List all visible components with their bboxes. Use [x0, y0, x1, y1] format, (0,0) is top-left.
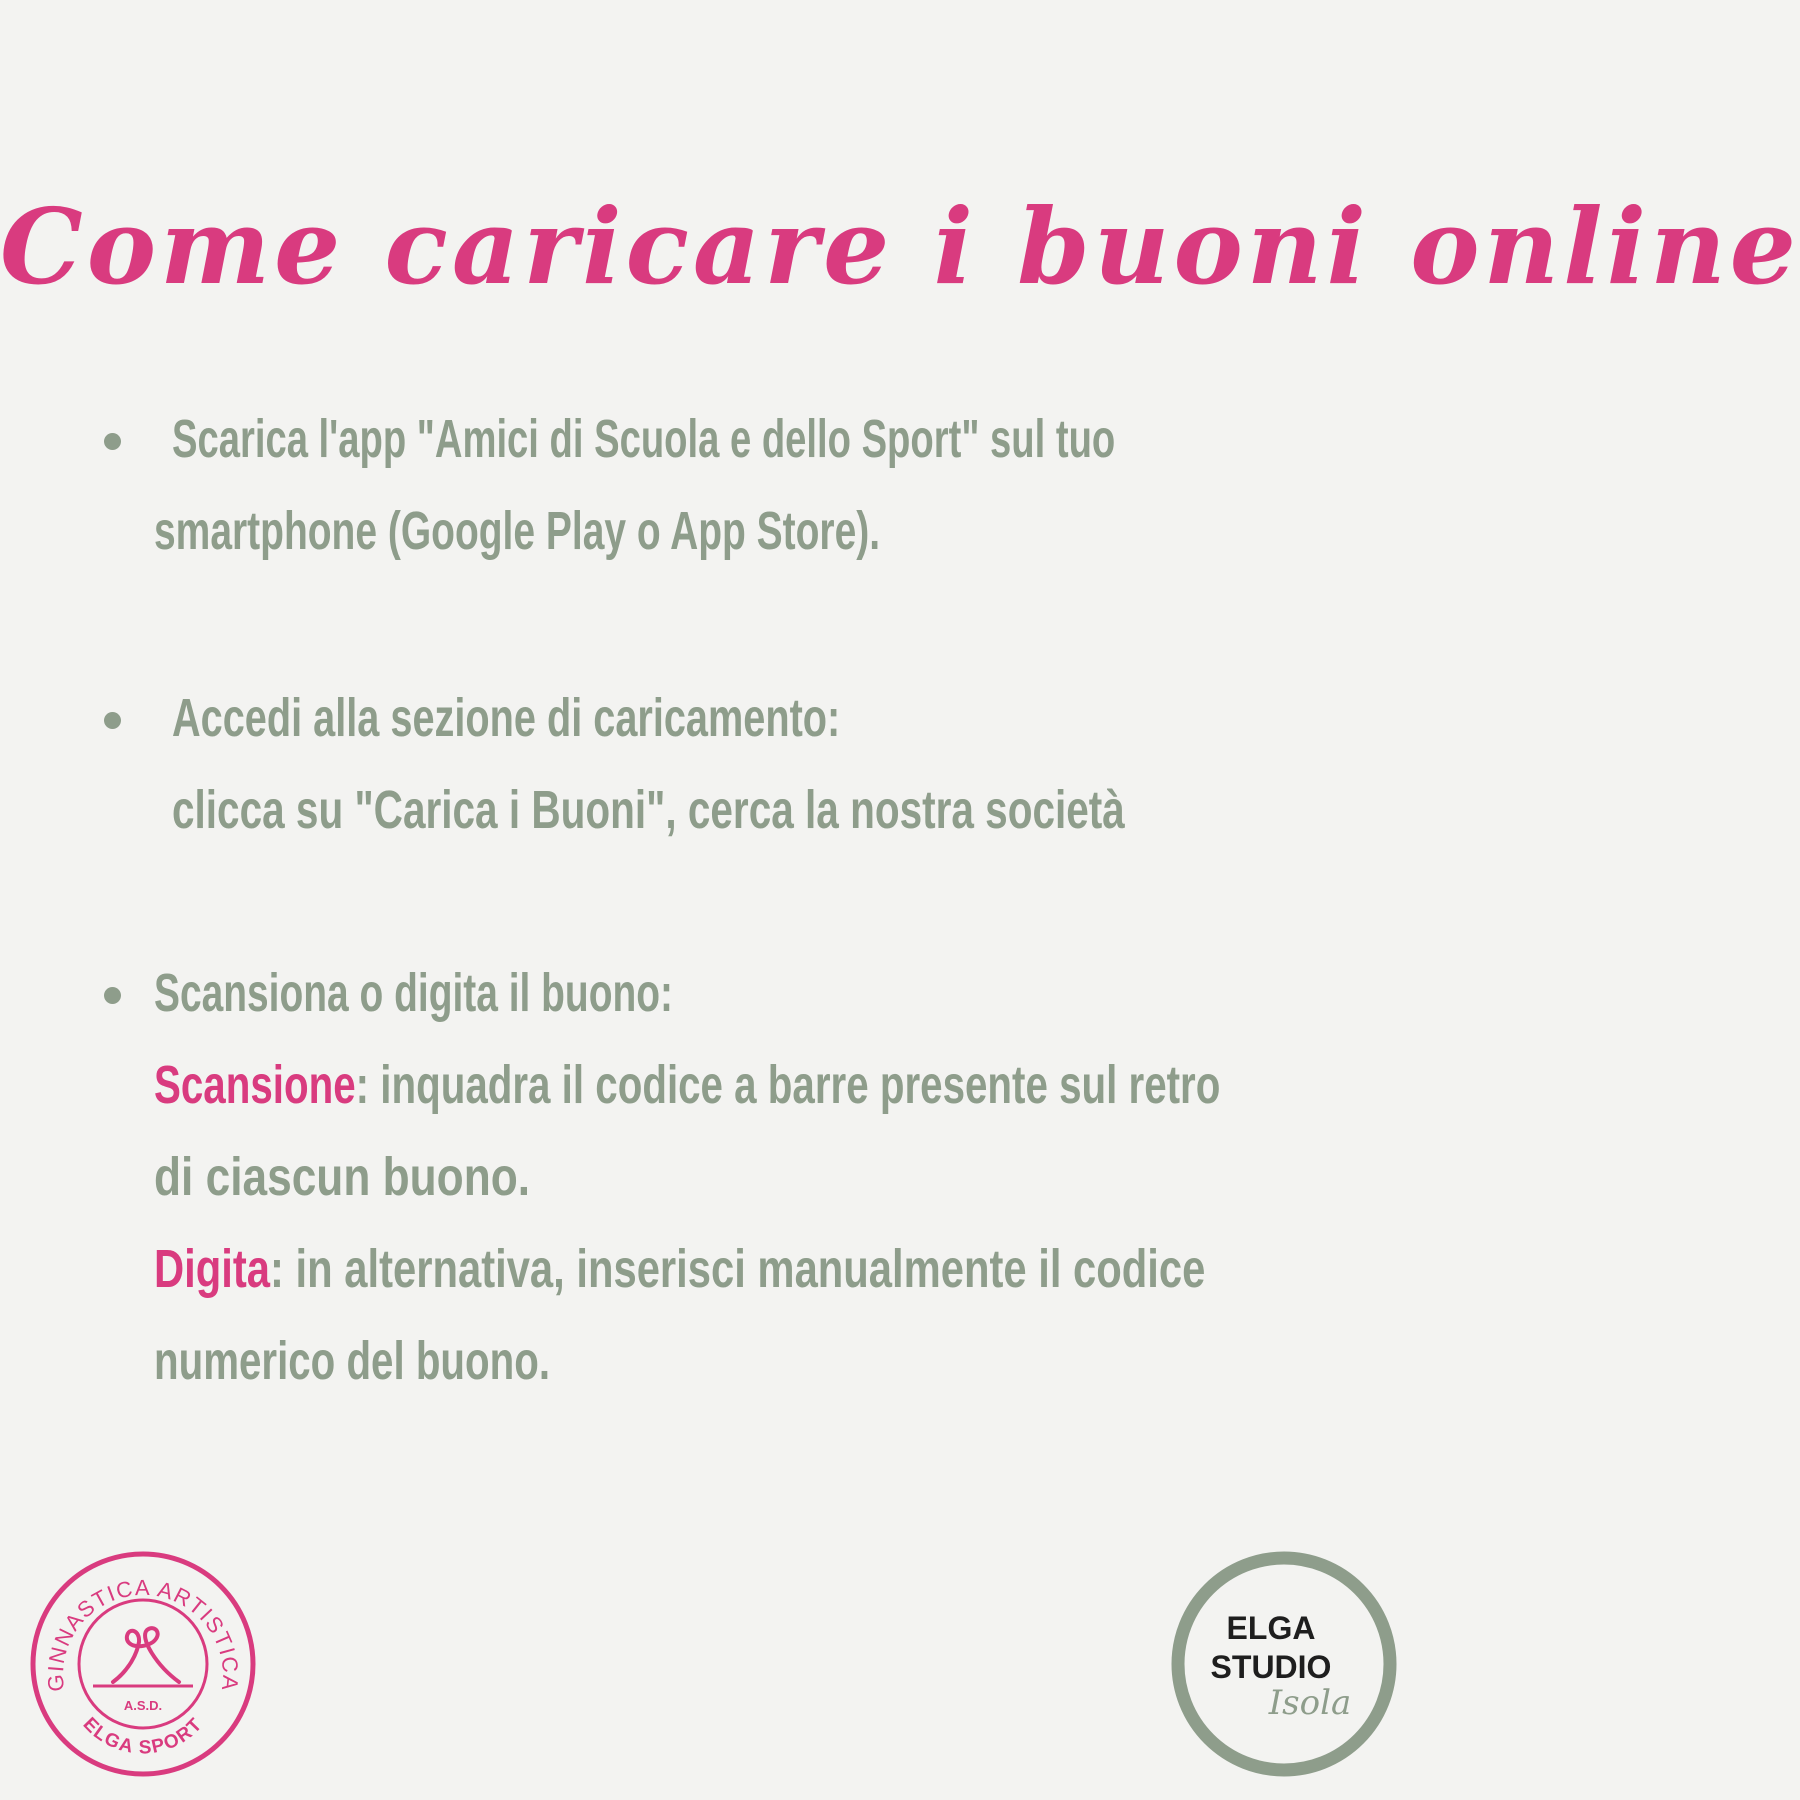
logo-bottom-text: ELGA SPORT	[78, 1713, 208, 1759]
logo-script-isola: Isola	[1268, 1683, 1352, 1723]
digit-instruction-cont: numerico del buono.	[154, 1331, 551, 1391]
logo-line-studio: STUDIO	[1210, 1649, 1332, 1685]
logo-small-text: A.S.D.	[123, 1698, 163, 1713]
step-text-line: smartphone (Google Play o App Store).	[154, 501, 881, 561]
logo-arc-text: GINNASTICA ARTISTICA	[42, 1574, 244, 1693]
elga-sport-logo	[29, 1550, 257, 1778]
step-heading: Scansiona o digita il buono:	[154, 963, 674, 1023]
scan-text: : inquadra il codice a barre presente sul retro	[355, 1055, 1221, 1115]
digit-keyword: Digita	[154, 1239, 271, 1299]
svg-text:GINNASTICA ARTISTICA	[43, 1575, 244, 1693]
bullet-dot-icon	[104, 433, 121, 450]
scan-instruction	[154, 1055, 1221, 1115]
step-text-line: Accedi alla sezione di caricamento:	[172, 688, 841, 748]
elga-studio-logo	[1170, 1550, 1398, 1778]
step-text-line: clicca su "Carica i Buoni", cerca la nostra società	[172, 780, 1125, 840]
svg-text:ELGA SPORT	[79, 1714, 208, 1759]
bullet-dot-icon	[104, 712, 121, 729]
logo-line-elga: ELGA	[1226, 1610, 1316, 1646]
digit-instruction	[154, 1239, 1206, 1299]
page-title: Come caricare i buoni online	[0, 184, 1800, 308]
scan-keyword: Scansione	[154, 1055, 356, 1115]
bullet-dot-icon	[104, 987, 121, 1004]
scan-instruction-cont: di ciascun buono.	[154, 1147, 531, 1207]
gymnast-ribbon-icon	[93, 1628, 193, 1686]
step-text-line: Scarica l'app "Amici di Scuola e dello Sport" sul tuo	[172, 409, 1116, 469]
digit-text: : in alternativa, inserisci manualmente il codice	[270, 1239, 1206, 1299]
